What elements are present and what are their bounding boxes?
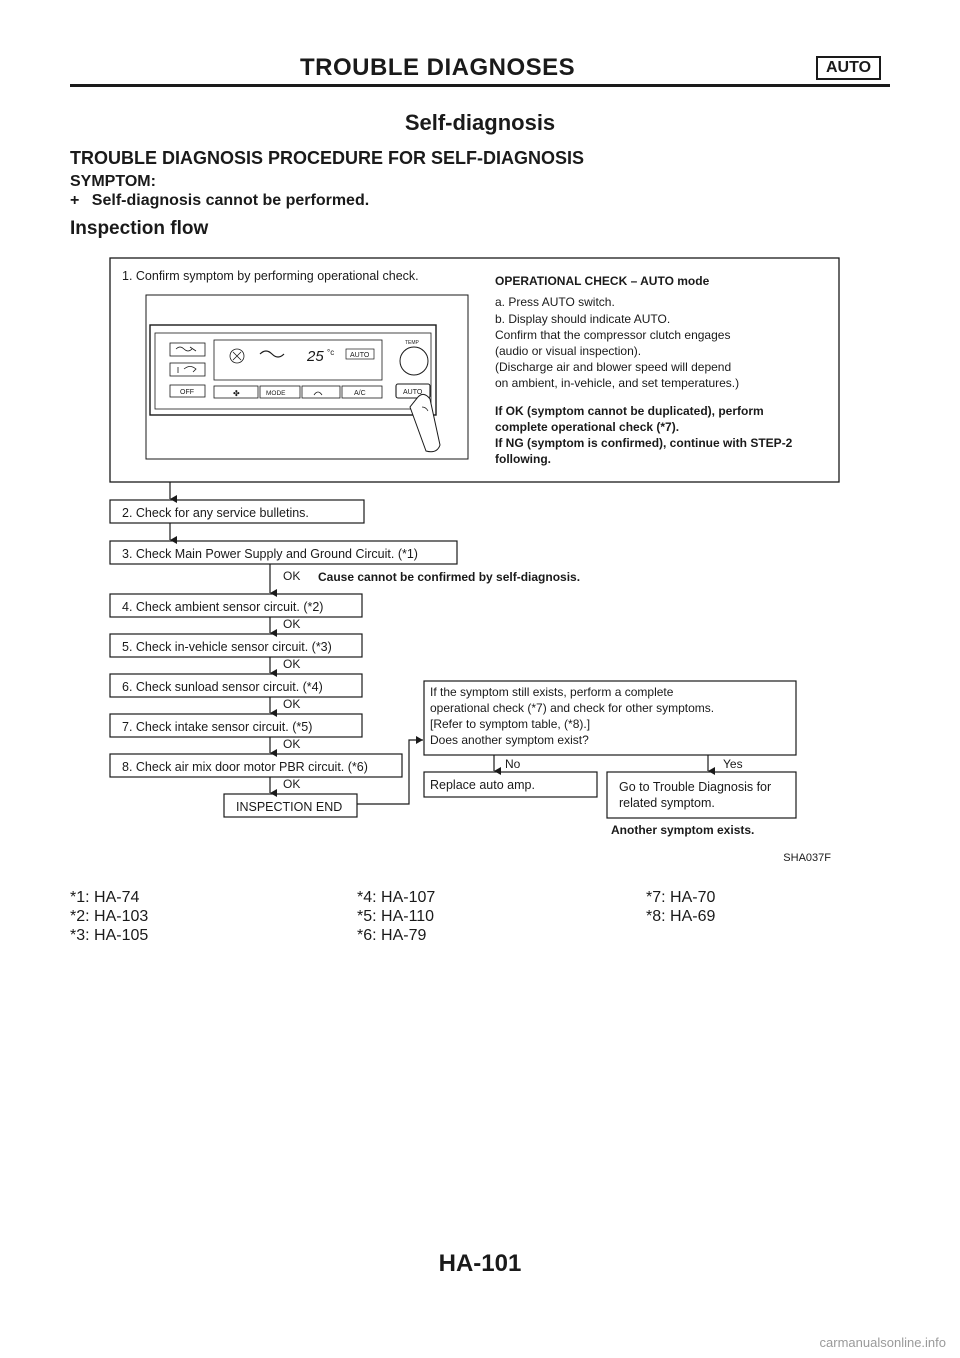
section-title: Self-diagnosis [404, 110, 556, 135]
op-check-line: Confirm that the compressor clutch engages [495, 328, 731, 342]
mode-label: MODE [266, 390, 286, 397]
step6-text: 6. Check sunload sensor circuit. (*4) [122, 680, 323, 694]
ok-label: OK [283, 737, 301, 751]
step3-text: 3. Check Main Power Supply and Ground Circuit. (*1) [122, 547, 418, 561]
symptom-label: SYMPTOM: [70, 173, 156, 190]
op-check-ng: following. [495, 452, 551, 466]
ref-item: *8: HA-69 [646, 908, 716, 925]
goto-line: related symptom. [619, 796, 715, 810]
ac-control-panel [150, 325, 440, 452]
ref-item: *4: HA-107 [357, 889, 436, 906]
another-note: Another symptom exists. [611, 823, 755, 837]
display-unit: °c [327, 348, 335, 357]
op-check-ok: If OK (symptom cannot be duplicated), perform [495, 404, 764, 418]
question-line: [Refer to symptom table, (*8).] [430, 717, 591, 731]
temp-label: TEMP [405, 340, 419, 346]
end-text: INSPECTION END [236, 800, 343, 814]
bullet-icon: + [70, 192, 80, 209]
no-label: No [505, 757, 521, 771]
fan-button-icon: ✤ [233, 389, 240, 398]
step3-note: Cause cannot be confirmed by self-diagnosis. [318, 570, 581, 584]
airflow-icon [260, 351, 284, 357]
ref-item: *6: HA-79 [357, 927, 427, 944]
ok-label: OK [283, 569, 301, 583]
procedure-title: TROUBLE DIAGNOSIS PROCEDURE FOR SELF-DIAGNOSIS [70, 148, 585, 168]
ref-item: *2: HA-103 [70, 908, 149, 925]
question-line: If the symptom still exists, perform a complete [430, 685, 674, 699]
defrost-icon [170, 343, 205, 356]
header-badge: AUTO [816, 56, 881, 80]
op-check-line: b. Display should indicate AUTO. [495, 312, 671, 326]
step4-text: 4. Check ambient sensor circuit. (*2) [122, 600, 324, 614]
question-line: Does another symptom exist? [430, 733, 589, 747]
flow-title: Inspection flow [70, 218, 209, 239]
yes-label: Yes [723, 757, 743, 771]
figure-code: SHA037F [783, 852, 831, 864]
ref-item: *1: HA-74 [70, 889, 140, 906]
auto-button-label: AUTO [403, 389, 423, 396]
question-line: operational check (*7) and check for other symptoms. [430, 701, 715, 715]
op-check-ok: complete operational check (*7). [495, 420, 680, 434]
display-auto: AUTO [350, 352, 370, 359]
symptom-item [70, 192, 369, 210]
step1-text: 1. Confirm symptom by performing operational check. [122, 269, 419, 283]
display-temp: 25 [307, 348, 324, 365]
watermark: carmanualsonline.info [819, 1335, 946, 1350]
ok-label: OK [283, 617, 301, 631]
step2-text: 2. Check for any service bulletins. [122, 506, 309, 520]
op-check-line: a. Press AUTO switch. [495, 295, 615, 309]
op-check-ng: If NG (symptom is confirmed), continue with STEP-2 [495, 436, 793, 450]
symptom-text: Self-diagnosis cannot be performed. [91, 192, 370, 209]
goto-line: Go to Trouble Diagnosis for [619, 780, 772, 794]
step7-text: 7. Check intake sensor circuit. (*5) [122, 720, 313, 734]
ok-label: OK [283, 697, 301, 711]
defrost-front-icon [314, 392, 322, 395]
header-title: TROUBLE DIAGNOSES [300, 54, 576, 81]
ok-label: OK [283, 777, 301, 791]
op-check-title: OPERATIONAL CHECK – AUTO mode [495, 274, 710, 288]
recirc-icon [170, 363, 205, 376]
header-rule [70, 84, 890, 87]
page-number: HA-101 [438, 1250, 522, 1277]
op-check-line: (Discharge air and blower speed will depend [495, 360, 732, 374]
off-label: OFF [180, 389, 194, 396]
ref-item: *3: HA-105 [70, 927, 149, 944]
step5-text: 5. Check in-vehicle sensor circuit. (*3) [122, 640, 332, 654]
inspection-flowchart [100, 255, 860, 870]
op-check-line: on ambient, in-vehicle, and set temperatures.) [495, 376, 740, 390]
ac-label: A/C [354, 390, 366, 397]
temp-knob [400, 347, 428, 375]
op-check-line: (audio or visual inspection). [495, 344, 642, 358]
ref-item: *5: HA-110 [357, 908, 435, 925]
goto-box [607, 772, 796, 818]
panel-display [214, 340, 382, 380]
ref-item: *7: HA-70 [646, 889, 716, 906]
step8-text: 8. Check air mix door motor PBR circuit. (*6) [122, 760, 368, 774]
ok-label: OK [283, 657, 301, 671]
replace-text: Replace auto amp. [430, 778, 535, 792]
